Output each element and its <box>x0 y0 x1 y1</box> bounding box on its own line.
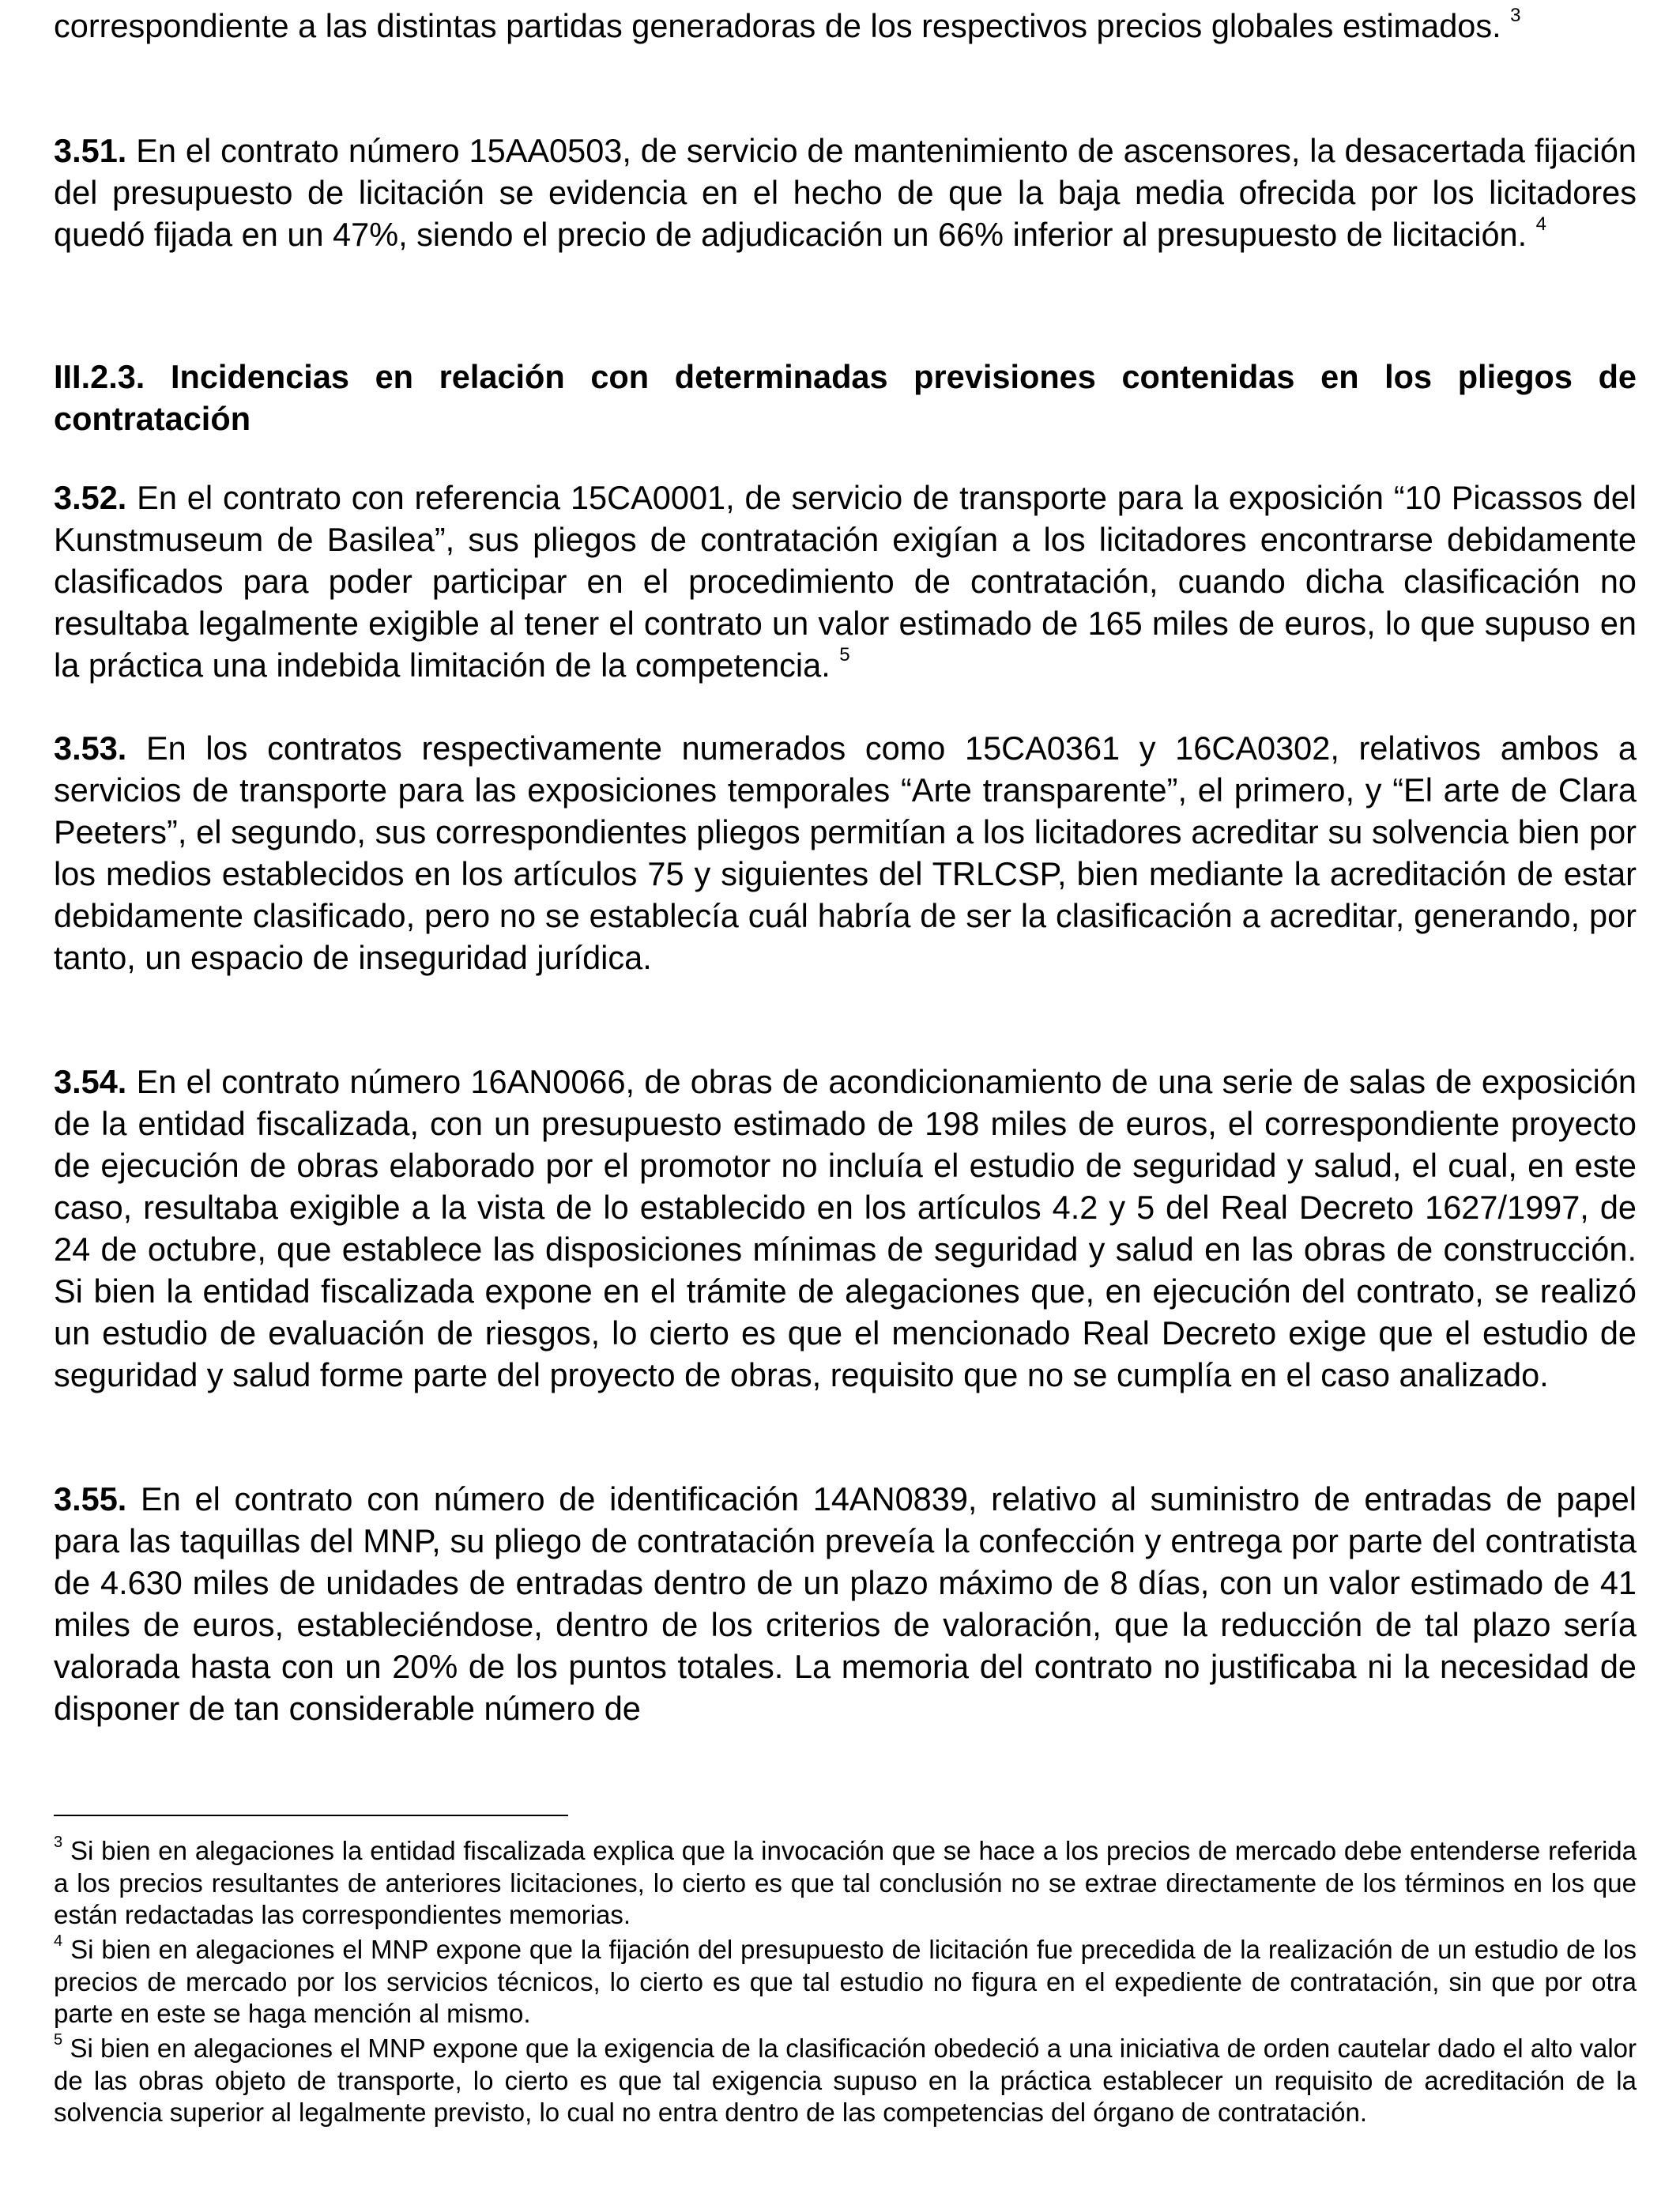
footnote-text: Si bien en alegaciones el MNP expone que la exigencia de la clasificación obedeció a una iniciativa de orden cautelar dado el alto valor de las obras objeto de transporte, lo cierto es que tal exigencia supuso en la práctica establecer un requisito de acreditación de la solvencia superior al legalmente previsto, lo cual no entra dentro de las competencias del órgano de contratación. <box>54 2034 1637 2127</box>
paragraph-3-54 <box>54 1061 1637 1396</box>
footnote-4 <box>54 1934 1637 2030</box>
footnote-ref-3[interactable]: 3 <box>1510 5 1521 26</box>
footnote-mark: 4 <box>54 1932 63 1950</box>
section-heading: III.2.3. Incidencias en relación con determinadas previsiones contenidas en los pliegos de contratación <box>54 358 1637 437</box>
footnote-ref-5[interactable]: 5 <box>839 644 850 665</box>
paragraph-text: En el contrato número 15AA0503, de servicio de mantenimiento de ascensores, la desacertada fijación del presupuesto de licitación se evidencia en el hecho de que la baja media ofrecida por los licitadores quedó fijada en un 47%, siendo el precio de adjudicación un 66% inferior al presupuesto de licitación. <box>54 132 1637 253</box>
paragraph-number: 3.52. <box>54 479 127 516</box>
footnote-ref-4[interactable]: 4 <box>1535 213 1547 235</box>
paragraph-number: 3.51. <box>54 132 127 169</box>
footnote-text: Si bien en alegaciones el MNP expone que la fijación del presupuesto de licitación fue precedida de la realización de un estudio de los precios de mercado por los servicios técnicos, lo cierto es que tal estudio no figura en el expediente de contratación, sin que por otra parte en este se haga mención al mismo. <box>54 1935 1637 2028</box>
paragraph-3-55 <box>54 1478 1637 1729</box>
paragraph-number: 3.53. <box>54 729 127 767</box>
paragraph-continuation <box>54 5 1637 47</box>
document-page <box>54 0 1637 2194</box>
paragraph-text: En los contratos respectivamente numerados como 15CA0361 y 16CA0302, relativos ambos a servicios de transporte para las exposiciones temporales “Arte transparente”, el primero, y “El arte de Clara Peeters”, el segundo, sus correspondientes pliegos permitían a los licitadores acreditar su solvencia bien por los medios establecidos en los artículos 75 y siguientes del TRLCSP, bien mediante la acreditación de estar debidamente clasificado, pero no se establecía cuál habría de ser la clasificación a acreditar, generando, por tanto, un espacio de inseguridad jurídica. <box>54 729 1637 976</box>
footnote-text: Si bien en alegaciones la entidad fiscalizada explica que la invocación que se hace a los precios de mercado debe entenderse referida a los precios resultantes de anteriores licitaciones, lo cierto es que tal conclusión no se extrae directamente de los términos en los que están redactadas las correspondientes memorias. <box>54 1836 1637 1929</box>
paragraph-text: correspondiente a las distintas partidas generadoras de los respectivos precios globales estimados. <box>54 7 1501 44</box>
paragraph-text: En el contrato con referencia 15CA0001, de servicio de transporte para la exposición “10 Picassos del Kunstmuseum de Basilea”, sus pliegos de contratación exigían a los licitadores encontrarse debidamente clasificados para poder participar en el procedimiento de contratación, cuando dicha clasificación no resultaba legalmente exigible al tener el contrato un valor estimado de 165 miles de euros, lo que supuso en la práctica una indebida limitación de la competencia. <box>54 479 1637 684</box>
paragraph-text: En el contrato con número de identificación 14AN0839, relativo al suministro de entradas de papel para las taquillas del MNP, su pliego de contratación preveía la confección y entrega por parte del contratista de 4.630 miles de unidades de entradas dentro de un plazo máximo de 8 días, con un valor estimado de 41 miles de euros, estableciéndose, dentro de los criterios de valoración, que la reducción de tal plazo sería valorada hasta con un 20% de los puntos totales. La memoria del contrato no justificaba ni la necesidad de disponer de tan considerable número de <box>54 1480 1637 1727</box>
footnote-3 <box>54 1835 1637 1932</box>
paragraph-number: 3.54. <box>54 1063 127 1100</box>
paragraph-text: En el contrato número 16AN0066, de obras de acondicionamiento de una serie de salas de exposición de la entidad fiscalizada, con un presupuesto estimado de 198 miles de euros, el correspondiente proyecto de ejecución de obras elaborado por el promotor no incluía el estudio de seguridad y salud, el cual, en este caso, resultaba exigible a la vista de lo establecido en los artículos 4.2 y 5 del Real Decreto 1627/1997, de 24 de octubre, que establece las disposiciones mínimas de seguridad y salud en las obras de construcción. Si bien la entidad fiscalizada expone en el trámite de alegaciones que, en ejecución del contrato, se realizó un estudio de evaluación de riesgos, lo cierto es que el mencionado Real Decreto exige que el estudio de seguridad y salud forme parte del proyecto de obras, requisito que no se cumplía en el caso analizado. <box>54 1063 1637 1393</box>
paragraph-3-51 <box>54 130 1637 255</box>
footnote-mark: 5 <box>54 2031 63 2049</box>
paragraph-3-52 <box>54 477 1637 686</box>
footnote-separator <box>54 1815 568 1816</box>
paragraph-3-53 <box>54 727 1637 978</box>
footnote-5 <box>54 2033 1637 2129</box>
footnote-mark: 3 <box>54 1834 63 1851</box>
paragraph-number: 3.55. <box>54 1480 127 1517</box>
